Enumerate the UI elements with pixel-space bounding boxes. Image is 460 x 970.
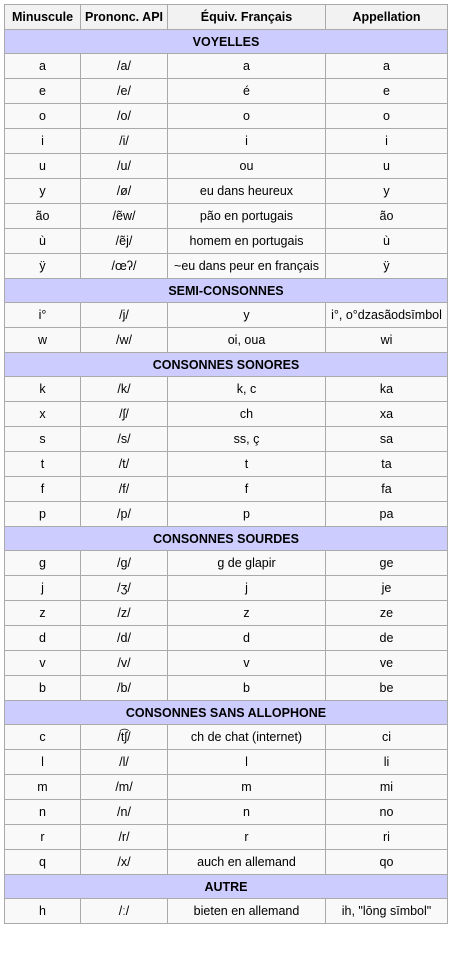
- table-row: [5, 303, 448, 328]
- cell-ipa: /p/: [81, 502, 168, 527]
- cell-minuscule: v: [5, 651, 81, 676]
- cell-minuscule: h: [5, 899, 81, 924]
- table-row: [5, 79, 448, 104]
- cell-ipa: /ẽw/: [81, 204, 168, 229]
- cell-appellation: o: [326, 104, 448, 129]
- table-row: [5, 750, 448, 775]
- cell-minuscule: ÿ: [5, 254, 81, 279]
- table-row: [5, 54, 448, 79]
- cell-appellation: qo: [326, 850, 448, 875]
- table-row: [5, 154, 448, 179]
- table-row: [5, 725, 448, 750]
- cell-minuscule: a: [5, 54, 81, 79]
- table-row: [5, 676, 448, 701]
- cell-appellation: ve: [326, 651, 448, 676]
- cell-french-equivalent: ch de chat (internet): [168, 725, 326, 750]
- cell-french-equivalent: ~eu dans peur en français: [168, 254, 326, 279]
- section-header-row: [5, 353, 448, 377]
- cell-minuscule: x: [5, 402, 81, 427]
- cell-minuscule: p: [5, 502, 81, 527]
- header-pronunciation-ipa: Prononc. API: [81, 5, 168, 30]
- cell-ipa: /ː/: [81, 899, 168, 924]
- cell-appellation: ze: [326, 601, 448, 626]
- cell-minuscule: e: [5, 79, 81, 104]
- cell-ipa: /x/: [81, 850, 168, 875]
- cell-ipa: /r/: [81, 825, 168, 850]
- table-body: [5, 30, 448, 924]
- cell-french-equivalent: d: [168, 626, 326, 651]
- section-title: CONSONNES SONORES: [5, 353, 448, 377]
- cell-french-equivalent: ch: [168, 402, 326, 427]
- cell-minuscule: w: [5, 328, 81, 353]
- cell-appellation: ci: [326, 725, 448, 750]
- cell-french-equivalent: auch en allemand: [168, 850, 326, 875]
- cell-minuscule: g: [5, 551, 81, 576]
- table-row: [5, 229, 448, 254]
- cell-appellation: ù: [326, 229, 448, 254]
- header-appellation: Appellation: [326, 5, 448, 30]
- cell-minuscule: j: [5, 576, 81, 601]
- cell-ipa: /t͡ʃ/: [81, 725, 168, 750]
- cell-minuscule: i°: [5, 303, 81, 328]
- table-row: [5, 502, 448, 527]
- cell-minuscule: z: [5, 601, 81, 626]
- cell-french-equivalent: i: [168, 129, 326, 154]
- cell-french-equivalent: j: [168, 576, 326, 601]
- section-header-row: [5, 701, 448, 725]
- cell-appellation: e: [326, 79, 448, 104]
- cell-ipa: /i/: [81, 129, 168, 154]
- cell-french-equivalent: bieten en allemand: [168, 899, 326, 924]
- cell-french-equivalent: m: [168, 775, 326, 800]
- cell-minuscule: ù: [5, 229, 81, 254]
- section-title: SEMI-CONSONNES: [5, 279, 448, 303]
- cell-french-equivalent: pão en portugais: [168, 204, 326, 229]
- table-row: [5, 427, 448, 452]
- cell-french-equivalent: k, c: [168, 377, 326, 402]
- cell-appellation: xa: [326, 402, 448, 427]
- cell-french-equivalent: l: [168, 750, 326, 775]
- cell-ipa: /j/: [81, 303, 168, 328]
- cell-french-equivalent: f: [168, 477, 326, 502]
- section-title: VOYELLES: [5, 30, 448, 54]
- cell-appellation: wi: [326, 328, 448, 353]
- cell-french-equivalent: n: [168, 800, 326, 825]
- cell-minuscule: q: [5, 850, 81, 875]
- cell-minuscule: d: [5, 626, 81, 651]
- cell-minuscule: r: [5, 825, 81, 850]
- cell-appellation: mi: [326, 775, 448, 800]
- cell-minuscule: t: [5, 452, 81, 477]
- cell-ipa: /ʃ/: [81, 402, 168, 427]
- table-row: [5, 254, 448, 279]
- cell-french-equivalent: o: [168, 104, 326, 129]
- cell-french-equivalent: v: [168, 651, 326, 676]
- cell-french-equivalent: t: [168, 452, 326, 477]
- cell-appellation: a: [326, 54, 448, 79]
- cell-ipa: /k/: [81, 377, 168, 402]
- header-row: [5, 5, 448, 30]
- cell-french-equivalent: z: [168, 601, 326, 626]
- cell-minuscule: f: [5, 477, 81, 502]
- cell-ipa: /l/: [81, 750, 168, 775]
- cell-appellation: sa: [326, 427, 448, 452]
- section-header-row: [5, 279, 448, 303]
- cell-ipa: /ẽj/: [81, 229, 168, 254]
- cell-appellation: i°, o°dzasãodsīmbol: [326, 303, 448, 328]
- section-header-row: [5, 527, 448, 551]
- table-row: [5, 626, 448, 651]
- cell-minuscule: s: [5, 427, 81, 452]
- table-row: [5, 899, 448, 924]
- cell-ipa: /a/: [81, 54, 168, 79]
- cell-appellation: ka: [326, 377, 448, 402]
- cell-appellation: u: [326, 154, 448, 179]
- cell-minuscule: ão: [5, 204, 81, 229]
- cell-ipa: /t/: [81, 452, 168, 477]
- header-french-equivalent: Équiv. Français: [168, 5, 326, 30]
- cell-appellation: li: [326, 750, 448, 775]
- cell-ipa: /z/: [81, 601, 168, 626]
- cell-minuscule: c: [5, 725, 81, 750]
- cell-ipa: /s/: [81, 427, 168, 452]
- cell-ipa: /ʒ/: [81, 576, 168, 601]
- table-row: [5, 179, 448, 204]
- table-row: [5, 104, 448, 129]
- phoneme-table: [4, 4, 448, 924]
- table-row: [5, 825, 448, 850]
- section-header-row: [5, 30, 448, 54]
- cell-ipa: /o/: [81, 104, 168, 129]
- cell-ipa: /w/: [81, 328, 168, 353]
- cell-minuscule: l: [5, 750, 81, 775]
- cell-minuscule: n: [5, 800, 81, 825]
- cell-ipa: /b/: [81, 676, 168, 701]
- cell-ipa: /g/: [81, 551, 168, 576]
- cell-appellation: ge: [326, 551, 448, 576]
- cell-appellation: pa: [326, 502, 448, 527]
- cell-french-equivalent: r: [168, 825, 326, 850]
- cell-appellation: fa: [326, 477, 448, 502]
- cell-ipa: /œʔ/: [81, 254, 168, 279]
- cell-french-equivalent: oi, oua: [168, 328, 326, 353]
- cell-appellation: ri: [326, 825, 448, 850]
- cell-ipa: /d/: [81, 626, 168, 651]
- table-row: [5, 204, 448, 229]
- table-row: [5, 129, 448, 154]
- cell-french-equivalent: b: [168, 676, 326, 701]
- cell-ipa: /ø/: [81, 179, 168, 204]
- table-row: [5, 576, 448, 601]
- cell-french-equivalent: a: [168, 54, 326, 79]
- table-row: [5, 402, 448, 427]
- cell-ipa: /n/: [81, 800, 168, 825]
- cell-ipa: /f/: [81, 477, 168, 502]
- table-row: [5, 551, 448, 576]
- cell-appellation: ÿ: [326, 254, 448, 279]
- cell-french-equivalent: y: [168, 303, 326, 328]
- cell-appellation: be: [326, 676, 448, 701]
- cell-french-equivalent: ou: [168, 154, 326, 179]
- table-row: [5, 800, 448, 825]
- cell-french-equivalent: g de glapir: [168, 551, 326, 576]
- cell-appellation: ih, "lōng sīmbol": [326, 899, 448, 924]
- cell-appellation: ão: [326, 204, 448, 229]
- table-row: [5, 377, 448, 402]
- table-row: [5, 601, 448, 626]
- table-row: [5, 850, 448, 875]
- cell-french-equivalent: eu dans heureux: [168, 179, 326, 204]
- cell-appellation: i: [326, 129, 448, 154]
- table-row: [5, 775, 448, 800]
- table-row: [5, 651, 448, 676]
- cell-minuscule: b: [5, 676, 81, 701]
- cell-french-equivalent: homem en portugais: [168, 229, 326, 254]
- cell-minuscule: u: [5, 154, 81, 179]
- table-row: [5, 477, 448, 502]
- section-header-row: [5, 875, 448, 899]
- table-row: [5, 452, 448, 477]
- cell-minuscule: o: [5, 104, 81, 129]
- cell-ipa: /m/: [81, 775, 168, 800]
- cell-appellation: y: [326, 179, 448, 204]
- cell-ipa: /u/: [81, 154, 168, 179]
- cell-appellation: no: [326, 800, 448, 825]
- cell-minuscule: y: [5, 179, 81, 204]
- cell-french-equivalent: p: [168, 502, 326, 527]
- section-title: AUTRE: [5, 875, 448, 899]
- cell-ipa: /v/: [81, 651, 168, 676]
- cell-french-equivalent: é: [168, 79, 326, 104]
- cell-minuscule: i: [5, 129, 81, 154]
- header-minuscule: Minuscule: [5, 5, 81, 30]
- cell-minuscule: k: [5, 377, 81, 402]
- section-title: CONSONNES SOURDES: [5, 527, 448, 551]
- table-row: [5, 328, 448, 353]
- cell-minuscule: m: [5, 775, 81, 800]
- cell-french-equivalent: ss, ç: [168, 427, 326, 452]
- cell-appellation: je: [326, 576, 448, 601]
- cell-appellation: ta: [326, 452, 448, 477]
- section-title: CONSONNES SANS ALLOPHONE: [5, 701, 448, 725]
- cell-appellation: de: [326, 626, 448, 651]
- cell-ipa: /e/: [81, 79, 168, 104]
